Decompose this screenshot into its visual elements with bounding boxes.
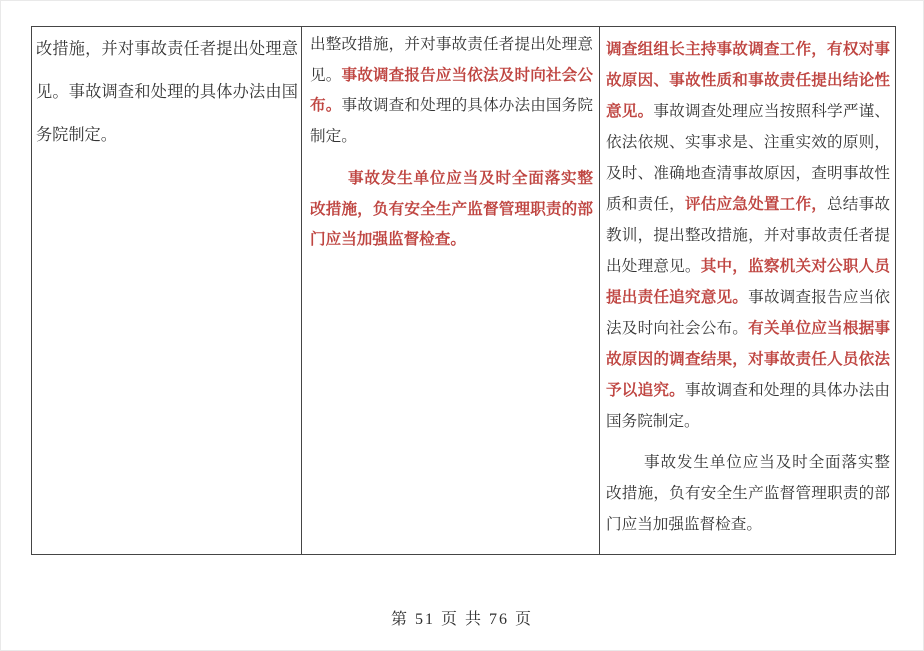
- paragraph: [606, 447, 890, 540]
- text-run-red: 评估应急处置工作，: [684, 196, 828, 213]
- page-number-indicator: 第 51 页 共 76 页: [390, 611, 533, 628]
- text-run-black: 事故调查处理应当按照科学严谨、依法依规、实事求是、注重实效的原则，及时、准确地查清事故原因，查明事故性质和责任，: [606, 103, 890, 213]
- paragraph: [310, 164, 593, 256]
- text-run-black: 改措施，并对事故责任者提出处理意见。事故调查和处理的具体办法由国务院制定。: [36, 40, 298, 144]
- paragraph: [606, 34, 890, 437]
- text-run-red: 事故调查报告应当依法及时向社会公布。: [310, 66, 593, 114]
- text-run-black: 事故调查报告应当依法及时向社会公布。: [606, 289, 890, 337]
- text-run-red: 其中，监察机关对公职人员提出责任追究意见。: [606, 258, 890, 306]
- text-run-red: 调查组组长主持事故调查工作，有权对事故原因、事故性质和事故责任提出结论性意见。: [606, 41, 890, 120]
- cell-column-middle: [302, 27, 600, 555]
- paragraph: [36, 28, 298, 157]
- cell-column-right: [600, 27, 896, 555]
- text-run-red: 有关单位应当根据事故原因的调查结果，对事故责任人员依法予以追究。: [606, 320, 890, 399]
- text-run-black: 事故调查和处理的具体办法由国务院制定。: [606, 382, 890, 430]
- text-run-black: 总结事故教训，提出整改措施，并对事故责任者提出处理意见。: [606, 196, 890, 275]
- table-row: [32, 27, 896, 555]
- comparison-table: [31, 26, 896, 555]
- text-run-black: 事故调查和处理的具体办法由国务院制定。: [310, 97, 593, 145]
- cell-column-left: [32, 27, 302, 555]
- text-run-black: 事故发生单位应当及时全面落实整改措施，负有安全生产监督管理职责的部门应当加强监督检查。: [606, 454, 890, 533]
- text-run-red: 事故发生单位应当及时全面落实整改措施，负有安全生产监督管理职责的部门应当加强监督检查。: [310, 170, 593, 248]
- text-run-black: 出整改措施，并对事故责任者提出处理意见。: [310, 36, 593, 84]
- paragraph: [310, 30, 593, 152]
